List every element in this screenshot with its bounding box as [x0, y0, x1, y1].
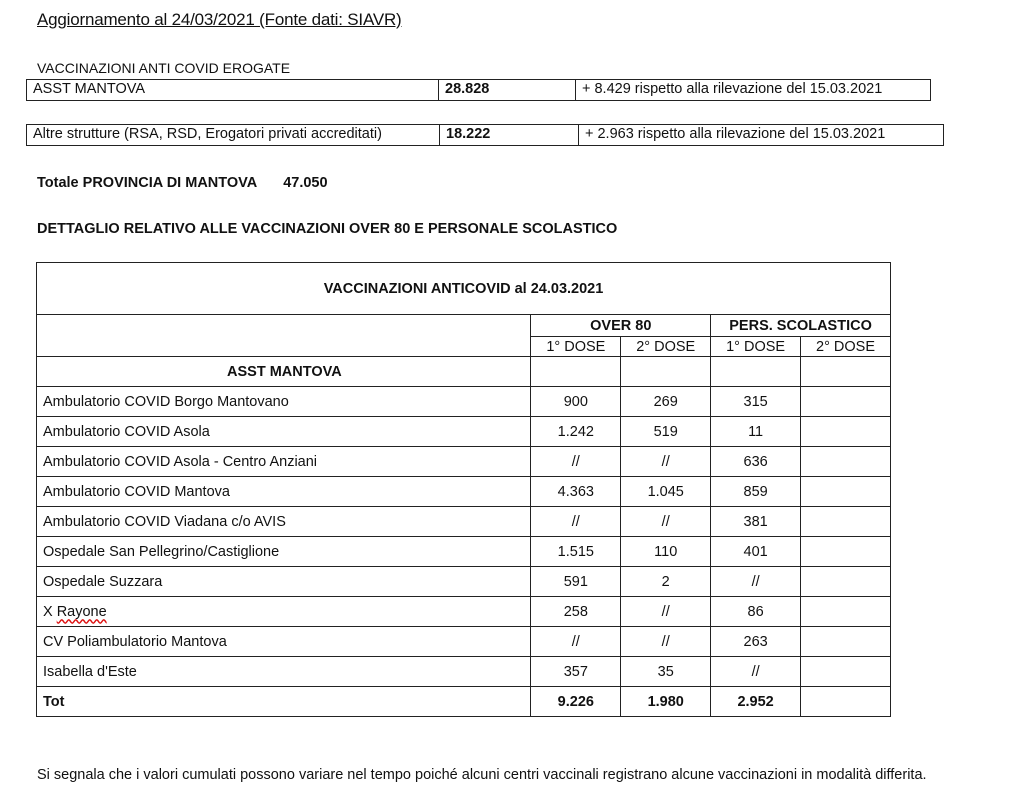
cell-value: 381 — [711, 507, 801, 537]
detail-title: DETTAGLIO RELATIVO ALLE VACCINAZIONI OVER 80 E PERSONALE SCOLASTICO — [37, 221, 618, 237]
summary-row-value: 28.828 — [439, 80, 576, 100]
table-caption: VACCINAZIONI ANTICOVID al 24.03.2021 — [37, 263, 891, 315]
row-name: Ambulatorio COVID Mantova — [37, 477, 531, 507]
cell-value: 1.515 — [531, 537, 621, 567]
cell-value: 11 — [711, 417, 801, 447]
table-row — [37, 597, 891, 627]
cell-value — [801, 657, 891, 687]
table-total-row — [37, 687, 891, 717]
row-name: Ambulatorio COVID Borgo Mantovano — [37, 387, 531, 417]
province-total-value: 47.050 — [283, 175, 328, 191]
summary-row-delta: + 2.963 rispetto alla rilevazione del 15.03.2021 — [585, 126, 886, 142]
cell-value: // — [621, 447, 711, 477]
row-name: Ambulatorio COVID Asola - Centro Anziani — [37, 447, 531, 477]
header-dose: 2° DOSE — [801, 337, 891, 357]
table-row — [37, 657, 891, 687]
cell-value: // — [711, 657, 801, 687]
cell-value — [801, 537, 891, 567]
summary-row-name: Altre strutture (RSA, RSD, Erogatori privati accreditati) — [27, 125, 440, 145]
cell-value: // — [531, 507, 621, 537]
total-value: 2.952 — [711, 687, 801, 717]
cell-value: 519 — [621, 417, 711, 447]
summary-row-altre — [26, 124, 944, 146]
footnote: Si segnala che i valori cumulati possono variare nel tempo poiché alcuni centri vaccinali registrano alcune vaccinazioni in modalità differita. — [37, 767, 927, 783]
cell-value — [801, 597, 891, 627]
table-row — [37, 627, 891, 657]
summary-row-delta: + 8.429 rispetto alla rilevazione del 15.03.2021 — [582, 81, 883, 97]
total-value — [801, 687, 891, 717]
cell-value: 2 — [621, 567, 711, 597]
total-value: 1.980 — [621, 687, 711, 717]
cell-value: 263 — [711, 627, 801, 657]
row-name: CV Poliambulatorio Mantova — [37, 627, 531, 657]
table-row — [37, 567, 891, 597]
cell-value: 357 — [531, 657, 621, 687]
cell-value: // — [621, 627, 711, 657]
row-name-prefix: X — [43, 603, 57, 620]
province-total-label: Totale PROVINCIA DI MANTOVA — [37, 175, 258, 191]
table-section-label: ASST MANTOVA — [37, 357, 531, 387]
header-over80: OVER 80 — [531, 315, 711, 337]
cell-value: 258 — [531, 597, 621, 627]
row-name-spellcheck: Rayone — [56, 603, 107, 620]
table-header-empty — [37, 315, 531, 357]
cell-value: 35 — [621, 657, 711, 687]
cell-value — [801, 627, 891, 657]
summary-row-value: 18.222 — [440, 125, 579, 145]
total-label: Tot — [37, 687, 531, 717]
cell-value: // — [621, 507, 711, 537]
row-name: Ospedale San Pellegrino/Castiglione — [37, 537, 531, 567]
cell-value: 315 — [711, 387, 801, 417]
header-pers-scolastico: PERS. SCOLASTICO — [711, 315, 891, 337]
cell-value: 636 — [711, 447, 801, 477]
cell-value: 900 — [531, 387, 621, 417]
table-row — [37, 507, 891, 537]
cell-value: // — [531, 447, 621, 477]
table-row — [37, 417, 891, 447]
table-row — [37, 387, 891, 417]
province-total — [37, 175, 328, 191]
cell-value — [801, 387, 891, 417]
row-name: Ambulatorio COVID Viadana c/o AVIS — [37, 507, 531, 537]
cell-value: 110 — [621, 537, 711, 567]
table-row — [37, 477, 891, 507]
cell-value: 401 — [711, 537, 801, 567]
header-dose: 2° DOSE — [621, 337, 711, 357]
cell-value — [801, 447, 891, 477]
cell-value: 859 — [711, 477, 801, 507]
cell-value: 591 — [531, 567, 621, 597]
cell-value: // — [621, 597, 711, 627]
table-row — [37, 447, 891, 477]
row-name: Ambulatorio COVID Asola — [37, 417, 531, 447]
vaccination-table — [36, 262, 891, 717]
row-name — [37, 597, 531, 627]
total-value: 9.226 — [531, 687, 621, 717]
table-row — [37, 537, 891, 567]
cell-value: // — [711, 567, 801, 597]
summary-row-name: ASST MANTOVA — [27, 80, 439, 100]
summary-row-asst — [26, 79, 931, 101]
cell-value — [801, 417, 891, 447]
row-name: Ospedale Suzzara — [37, 567, 531, 597]
cell-value — [801, 477, 891, 507]
header-dose: 1° DOSE — [711, 337, 801, 357]
cell-value — [801, 567, 891, 597]
row-name: Isabella d'Este — [37, 657, 531, 687]
cell-value: // — [531, 627, 621, 657]
cell-value: 269 — [621, 387, 711, 417]
cell-value — [801, 507, 891, 537]
cell-value: 86 — [711, 597, 801, 627]
section-label: VACCINAZIONI ANTI COVID EROGATE — [37, 60, 291, 76]
header-dose: 1° DOSE — [531, 337, 621, 357]
cell-value: 1.045 — [621, 477, 711, 507]
cell-value: 1.242 — [531, 417, 621, 447]
cell-value: 4.363 — [531, 477, 621, 507]
page-title: Aggiornamento al 24/03/2021 (Fonte dati: SIAVR) — [37, 10, 402, 29]
